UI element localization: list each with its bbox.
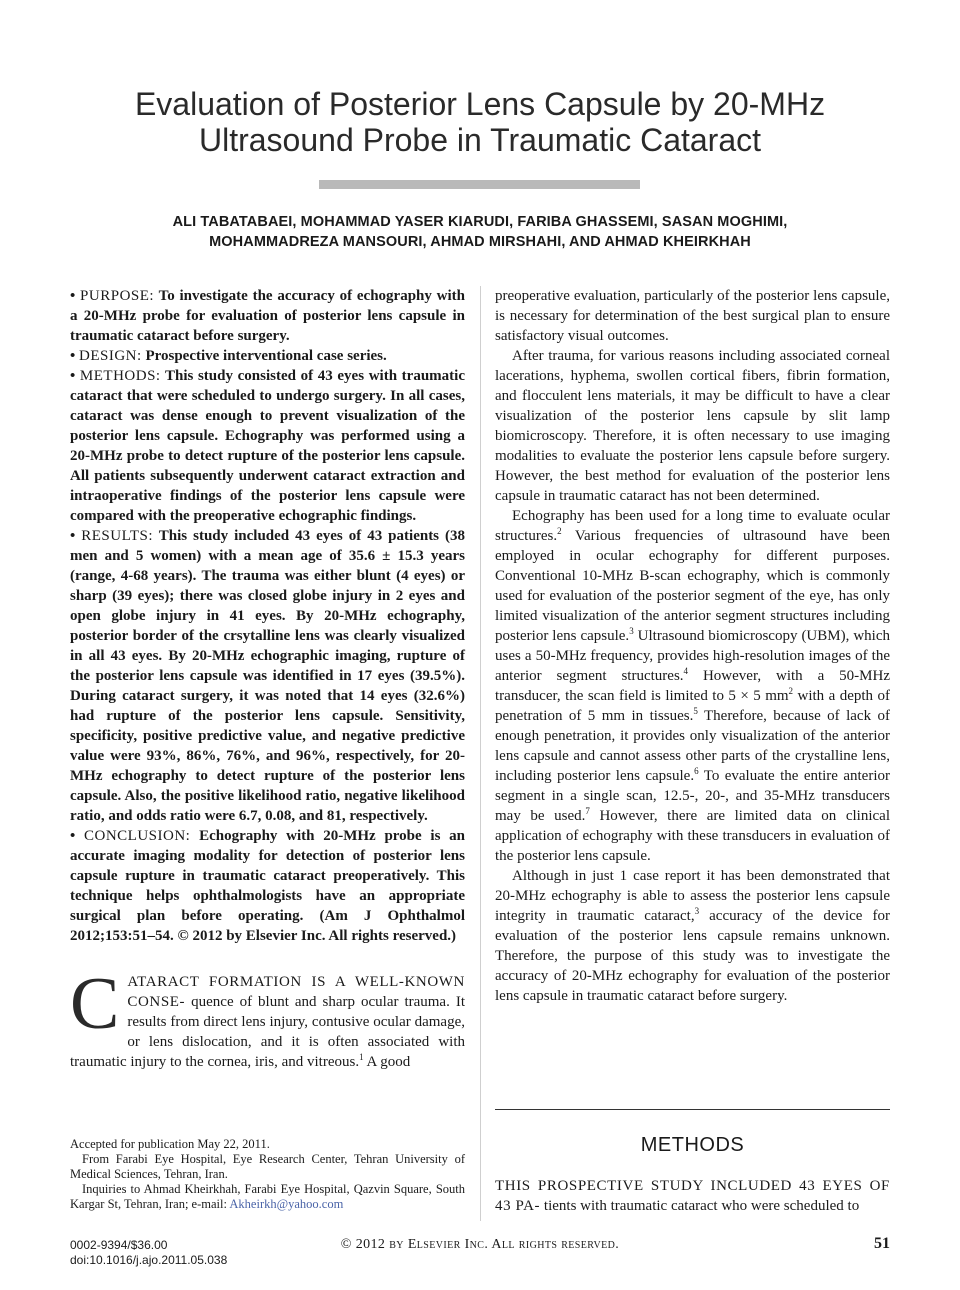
conclusion-text: Echography with 20-MHz probe is an accurate imaging modality for detection of posterior lens capsule rupture in traumatic cataract preoperatively. This technique helps ophthalmologists have an appropriate surgical plan before operating. [70, 828, 465, 924]
p3-text-f: Therefore, because of lack of enough penetration, it provides only visualization of the anterior lens capsule and cannot assess other parts of the crystalline lens, including posterior lens capsule. [495, 708, 890, 784]
reference-4[interactable]: 4 [683, 666, 689, 676]
email-link[interactable]: Akheirkh@yahoo.com [229, 1197, 344, 1211]
authors-line-1: ALI TABATABAEI, MOHAMMAD YASER KIARUDI, FARIBA GHASSEMI, SASAN MOGHIMI, [172, 214, 788, 230]
reference-6[interactable]: 6 [694, 766, 699, 776]
intro-smallcaps: ATARACT FORMATION IS A WELL-KNOWN CONSE- [127, 974, 465, 1010]
page-number: 51 [874, 1235, 890, 1252]
purpose-label: PURPOSE: [80, 288, 155, 304]
methods-body-text: tients with traumatic cataract who were scheduled to [543, 1198, 860, 1214]
doi[interactable]: doi:10.1016/j.ajo.2011.05.038 [70, 1253, 228, 1267]
purpose-text: To investigate the accuracy of echography with a 20-MHz probe for evaluation of posterior lens capsule in traumatic cataract before surgery. [70, 288, 466, 344]
bullet-icon: • [70, 368, 76, 384]
reference-1[interactable]: 1 [359, 1052, 364, 1062]
body-paragraph-2: After trauma, for various reasons including associated corneal lacerations, hyphema, swollen cortical fibers, fibrin formation, and flocculent lens materials, it may be difficult to have a clear visualization of the posterior lens capsule by slit lamp biomicroscopy. Therefore, it is often necessary to use imaging modalities to evaluate the posterior lens capsule before surgery. However, the best method for evaluation of the posterior lens capsule in traumatic cataract has not been determined. [495, 348, 890, 504]
methods-smallcaps: THIS PROSPECTIVE STUDY INCLUDED 43 EYES OF 43 PA- [495, 1178, 890, 1214]
article-title [0, 86, 960, 158]
p3-text-g: To evaluate the entire anterior segment in a single scan, 12.5-, 20-, and 35-MHz transducers may be used. [495, 768, 891, 824]
reference-3[interactable]: 3 [629, 626, 634, 636]
correspondence [70, 1182, 465, 1212]
title-line-2: Ultrasound Probe in Traumatic Cataract [198, 122, 762, 158]
p3-text-a: Echography has been used for a long time to evaluate ocular structures. [495, 508, 890, 544]
intro-text: quence of blunt and sharp ocular trauma. It results from direct lens injury, contusive ocular damage, or lens dislocation, and it is often associated with traumatic injury to the cornea, iris, and vitreous. [70, 994, 465, 1070]
abstract-purpose [70, 286, 465, 346]
introduction-paragraph [70, 963, 465, 1072]
p4-text-a: Although in just 1 case report it has been demonstrated that 20-MHz echography is able to assess the posterior lens capsule integrity in traumatic cataract, [495, 868, 890, 924]
title-line-1: Evaluation of Posterior Lens Capsule by 20-MHz [134, 86, 826, 122]
p4-text-b: accuracy of the device for evaluation of the posterior lens capsule remains unknown. Therefore, the purpose of this study was to investigate the accuracy of 20-MHz echography for evaluation of the posterior lens capsule in traumatic cataract before surgery. [495, 908, 890, 1004]
conclusion-label: CONCLUSION: [84, 828, 191, 844]
drop-cap: C [70, 963, 120, 1045]
correspondence-text: Inquiries to Ahmad Kheirkhah, Farabi Eye Hospital, Qazvin Square, South Kargar St, Tehran, Iran; e-mail: [70, 1182, 465, 1211]
squared-superscript: 2 [788, 686, 794, 696]
journal-citation: (Am J Ophthalmol 2012;153:51–54. © 2012 by Elsevier Inc. All rights reserved.) [70, 908, 466, 944]
authors-line-2: MOHAMMADREZA MANSOURI, AHMAD MIRSHAHI, AND AHMAD KHEIRKHAH [209, 234, 751, 250]
abstract [70, 286, 465, 946]
affiliation: From Farabi Eye Hospital, Eye Research Center, Tehran University of Medical Sciences, Tehran, Iran. [70, 1152, 465, 1181]
methods-label: METHODS: [79, 368, 161, 384]
methods-paragraph [495, 1176, 890, 1216]
bullet-icon: • [70, 288, 76, 304]
body-paragraph-4 [495, 866, 890, 1006]
methods-text: This study consisted of 43 eyes with traumatic cataract that were scheduled to undergo surgery. In all cases, cataract was dense enough to prevent visualization of the posterior lens capsule. Echography was performed using a 20-MHz probe to detect rupture of the posterior lens capsule. All patients subsequently underwent cataract extraction and intraoperative findings of the posterior lens capsule were compared with the preoperative echographic findings. [70, 368, 465, 524]
reference-7[interactable]: 7 [585, 806, 590, 816]
column-divider [480, 286, 481, 1221]
p3-text-e: with a depth of penetration of 5 mm in tissues. [495, 688, 890, 724]
section-rule [495, 1109, 890, 1110]
body-paragraph-1: preoperative evaluation, particularly of the posterior lens capsule, is necessary for determination of the best surgical plan to ensure satisfactory visual outcomes. [495, 288, 890, 344]
accepted-date: Accepted for publication May 22, 2011. [70, 1137, 270, 1151]
p3-text-b: Various frequencies of ultrasound have been employed in ocular echography for different purposes. Conventional 10-MHz B-scan echography, which is commonly used for evaluation of the posterior segment of the eye, has only limited visualization of the anterior segment structures including posterior lens capsule. [495, 528, 890, 644]
results-label: RESULTS: [81, 528, 154, 544]
author-list [40, 212, 920, 252]
right-column [495, 286, 890, 1006]
abstract-methods [70, 366, 465, 526]
design-label: DESIGN: [79, 348, 142, 364]
p3-text-h: However, there are limited data on clinical application of echography with these transducers in evaluation of the posterior lens capsule. [495, 808, 890, 864]
intro-text-end: A good [363, 1054, 411, 1070]
reference-3b[interactable]: 3 [694, 906, 700, 916]
footer-copyright [0, 1236, 960, 1254]
p3-text-c: Ultrasound biomicroscopy (UBM), which uses a 50-MHz frequency, provides high-resolution images of the anterior segment structures. [495, 628, 890, 684]
methods-heading: METHODS [640, 1134, 745, 1156]
article-footnote [70, 1137, 465, 1212]
title-divider-bar [319, 180, 640, 189]
reference-2[interactable]: 2 [557, 526, 562, 536]
p3-text-d: However, with a 50-MHz transducer, the scan field is limited to 5 × 5 mm [495, 668, 890, 704]
design-text: Prospective interventional case series. [145, 348, 387, 364]
bullet-icon: • [70, 528, 76, 544]
copyright-text: © 2012 by Elsevier Inc. All rights reserved. [340, 1237, 620, 1252]
results-text: This study included 43 eyes of 43 patients (38 men and 5 women) with a mean age of 35.6 ± 15.3 years (range, 4-68 years). The trauma was either blunt (4 eyes) or sharp (39 eyes); there was closed globe injury in 2 eyes and open globe injury in 41 eyes. By 20-MHz echography, posterior border of the crsytalline lens was clearly visualized in all 43 eyes. By 20-MHz echographic imaging, rupture of the posterior lens capsule was identified in 17 eyes (39.5%). During cataract surgery, it was noted that 14 eyes (32.6%) had rupture of the posterior lens capsule. Sensitivity, specificity, positive predictive value, and negative predictive value were 93%, 86%, 76%, and 96%, respectively, for 20-MHz echography to detect rupture of the posterior lens capsule. Also, the positive likelihood ratio, negative likelihood ratio, and odds ratio were 6.7, 0.08, and 81, respectively. [70, 528, 466, 824]
abstract-design [70, 346, 465, 366]
bullet-icon: • [70, 348, 76, 364]
reference-5[interactable]: 5 [693, 706, 698, 716]
issn-price: 0002-9394/$36.00 [70, 1238, 168, 1252]
left-column [70, 286, 465, 1072]
abstract-results [70, 526, 465, 826]
bullet-icon: • [70, 828, 76, 844]
body-paragraph-3 [495, 506, 890, 866]
abstract-conclusion [70, 826, 465, 946]
